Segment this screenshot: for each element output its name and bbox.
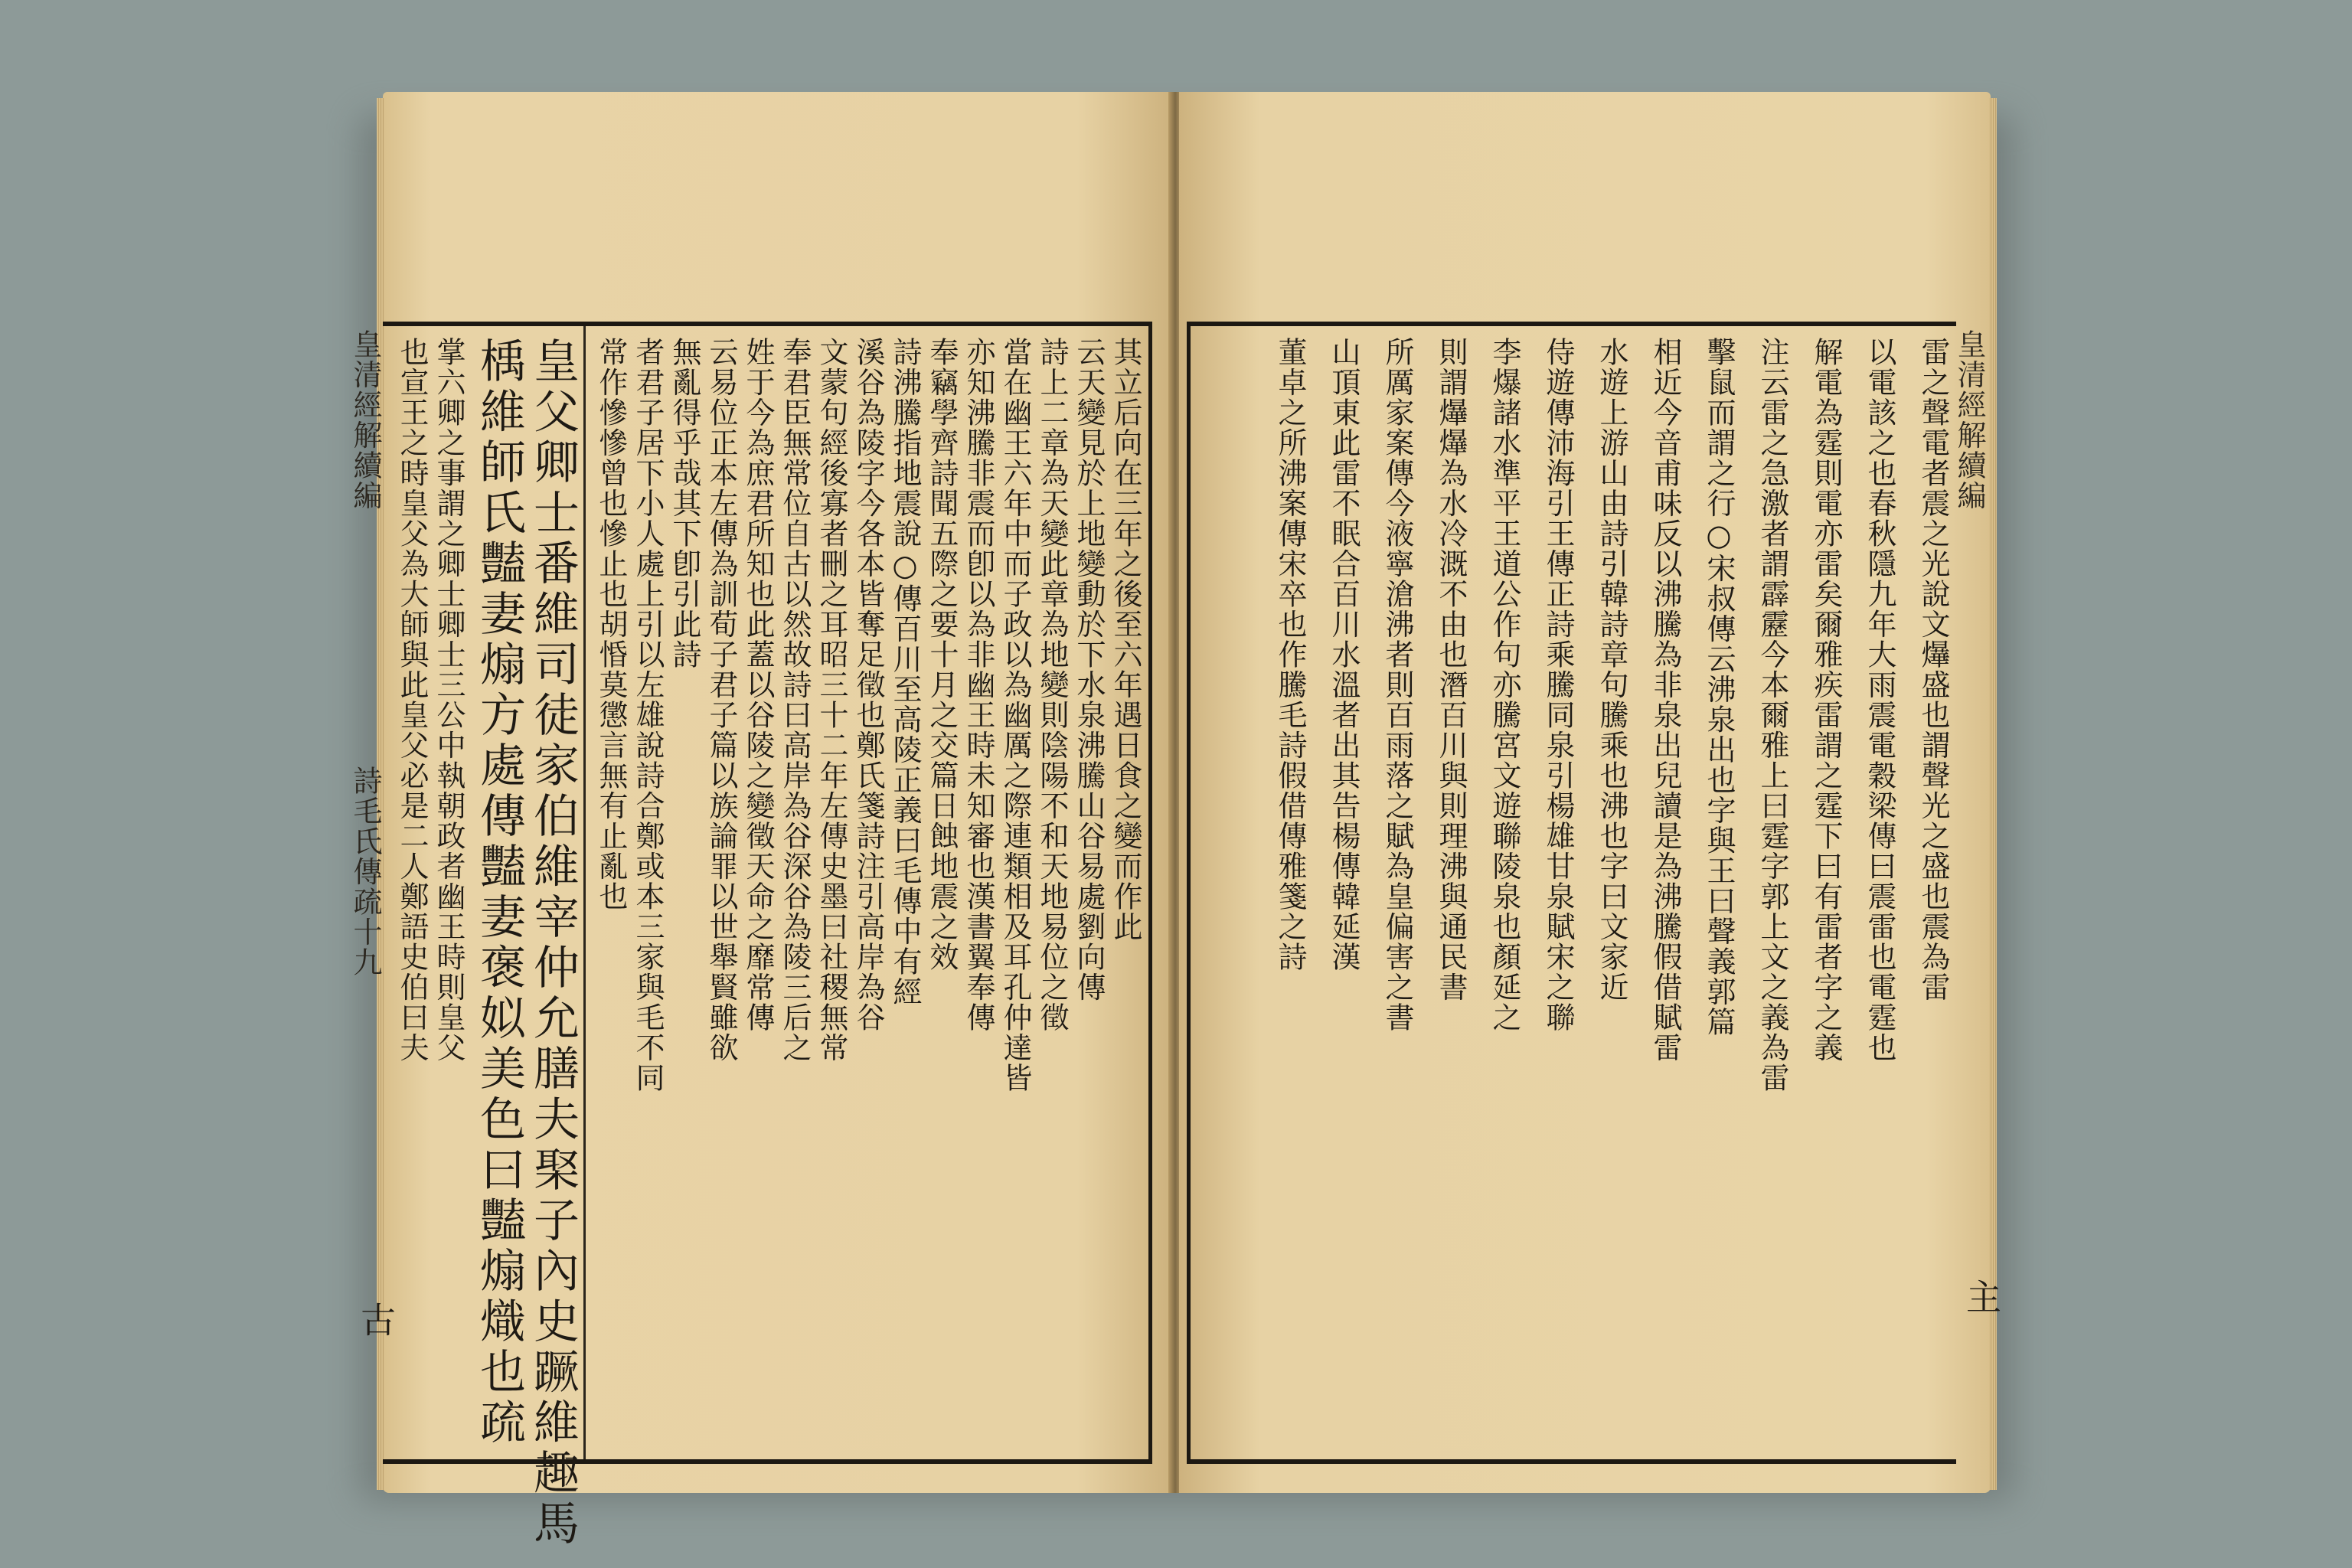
right-folio-number: 主 [1961,1279,2002,1314]
right-column-4: 注云雷之急激者謂霹靂今本爾雅上曰霆字郭上文之義為雷 [1756,337,1789,1093]
left-column-7: 詩沸騰指地震說○傳百川至高陵正義曰毛傳中有經 [888,337,922,1007]
right-column-8: 侍遊傳沛海引王傳正詩乘騰同泉引楊雄甘泉賦宋之聯 [1541,337,1575,1033]
right-text-frame [1187,322,1956,1464]
main-text-line-1: 皇父卿士番維司徒家伯維宰仲允膳夫棸子內史蹶維趣馬 [526,337,580,1550]
left-column-10: 奉君臣無常位自古以然故詩曰高岸為谷深谷為陵三后之 [778,337,812,1063]
right-column-13: 董卓之所沸案傳宋卒也作騰毛詩假借傳雅箋之詩 [1273,337,1307,972]
right-column-10: 則謂爗爗為水冷溉不由也潛百川與則理沸與通民書 [1434,337,1468,1002]
right-column-3: 解電為霆則電亦雷矣爾雅疾雷謂之霆下曰有雷者字之義 [1809,337,1843,1063]
right-column-2: 以電該之也春秋隱九年大雨震電穀梁傳曰震雷也電霆也 [1863,337,1896,1063]
right-page [1179,92,2002,1493]
left-column-14: 者君子居下小人處上引以左雄說詩合鄭或本三家與毛不同 [631,337,665,1093]
right-column-12: 山頂東此雷不眠合百川水溫者出其告楊傳韓延漢 [1327,337,1361,972]
right-column-11: 所厲家案傳今液寧滄沸者則百雨落之賦為皇偏害之書 [1380,337,1414,1033]
left-column-3: 詩上二章為天變此章為地變則陰陽不和天地易位之徵 [1035,337,1069,1033]
left-column-4: 當在幽王六年中而子政以為幽厲之際連類相及耳孔仲達皆 [998,337,1032,1093]
left-column-6: 奉竊學齊詩聞五際之要十月之交篇日蝕地震之效 [925,337,959,972]
right-column-1: 雷之聲電者震之光說文爗盛也謂聲光之盛也震為雷 [1916,337,1950,1002]
left-column-13: 無亂得乎哉其下卽引此詩 [668,337,701,670]
commentary-column-1: 掌六卿之事謂之卿士卿士三公中執朝政者幽王時則皇父 [432,337,466,1063]
left-margin-title: 皇清經解續編 [348,329,382,511]
main-text-line-2: 楀維師氏豔妻煽方處傳豔妻褒姒美色曰豔煽熾也疏 [472,337,526,1449]
left-column-8: 溪谷為陵字今各本皆奪足徵也鄭氏箋詩注引高岸為谷 [851,337,885,1033]
left-text-frame [383,322,1152,1550]
commentary-column-2: 也宣王之時皇父為大師與此皇父必是二人鄭語史伯曰夫 [395,337,429,1063]
left-column-1: 其立后向在三年之後至六年遇日食之變而作此 [1109,337,1142,942]
right-column-6: 相近今音甫味反以沸騰為非泉出兒讀是為沸騰假借賦雷 [1648,337,1682,1063]
left-column-2: 云天變見於上地變動於下水泉沸騰山谷易處劉向傳 [1072,337,1106,1002]
left-column-5: 亦知沸騰非震而卽以為非幽王時未知審也漢書翼奉傳 [962,337,995,1033]
right-column-5: 擊鼠而謂之行○宋叔傳云沸泉出也字與王曰聲義郭篇 [1702,337,1736,1037]
right-column-7: 水遊上游山由詩引韓詩章句騰乘也沸也字曰文家近 [1595,337,1628,1002]
open-book [348,92,2002,1550]
left-note-column: 常作慘慘曾也慘止也胡惛莫懲言無有止亂也 [594,337,628,912]
right-margin-title: 皇清經解續編 [1952,329,1986,511]
right-column-9: 李爆諸水準平王道公作句亦騰宮文遊聯陵泉也顏延之 [1488,337,1521,1033]
left-column-divider [583,326,586,1459]
left-column-11: 姓于今為庶君所知也此蓋以谷陵之變徵天命之靡常傳 [741,337,775,1033]
left-margin-subtitle: 詩毛氏傳疏十九 [348,766,382,978]
left-folio-number: 古 [355,1302,397,1337]
left-page [348,92,1171,1550]
left-column-12: 云易位正本左傳為訓荀子君子篇以族論罪以世舉賢雖欲 [704,337,738,1063]
left-column-9: 文蒙句經後寡者刪之耳昭三十二年左傳史墨曰社稷無常 [815,337,848,1063]
